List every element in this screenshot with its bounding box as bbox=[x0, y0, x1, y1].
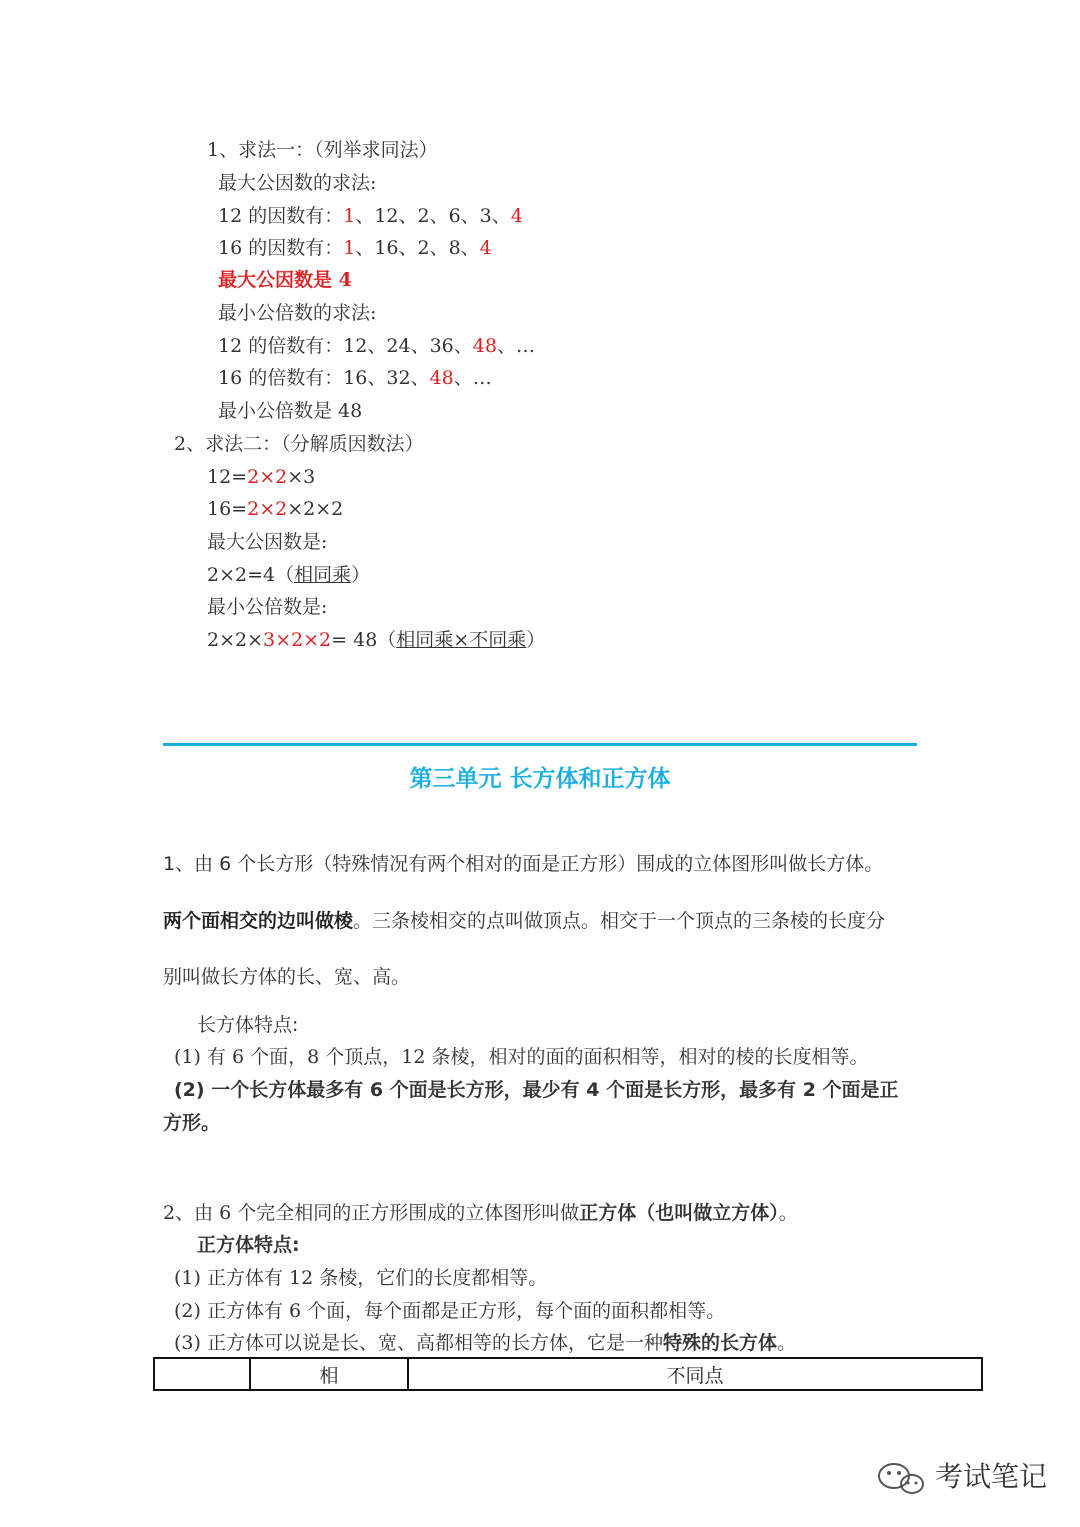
period: 。 bbox=[776, 1332, 796, 1354]
factors-16 bbox=[218, 236, 492, 260]
cuboid-feature-1: (1) 有 6 个面，8 个顶点，12 条棱，相对的面的面积相等，相对的棱的长度相等。 bbox=[174, 1046, 869, 1068]
cube-feature-3 bbox=[174, 1331, 796, 1355]
common-multiple: 48 bbox=[429, 367, 454, 389]
cube-feature-1: (1) 正方体有 12 条棱，它们的长度都相等。 bbox=[174, 1267, 548, 1289]
factorization-12 bbox=[207, 465, 315, 489]
gcd-result: 最大公因数是 4 bbox=[218, 269, 352, 291]
common-multiple: 48 bbox=[472, 335, 497, 357]
other-primes: ×3 bbox=[287, 466, 316, 488]
gcd-calc bbox=[207, 563, 370, 587]
cube-feature-3-text: (3) 正方体可以说是长、宽、高都相等的长方体，它是一种 bbox=[174, 1332, 663, 1354]
gcd-heading: 最大公因数的求法: bbox=[218, 172, 377, 194]
gcd-heading-2: 最大公因数是: bbox=[207, 531, 328, 553]
factors-12-label: 12 的因数有： bbox=[218, 205, 344, 227]
ellipsis: 、… bbox=[496, 335, 535, 357]
factorization-16 bbox=[207, 497, 343, 521]
table-row bbox=[154, 1358, 982, 1390]
common-factor: 4 bbox=[510, 205, 523, 227]
cube-term: 正方体（也叫做立方体） bbox=[579, 1202, 779, 1224]
lcm-note: 相同乘×不同乘 bbox=[396, 629, 527, 651]
gcd-expression: 2×2=4（ bbox=[207, 564, 295, 586]
lcm-heading-2: 最小公倍数是: bbox=[207, 596, 328, 618]
cuboid-feature-2: (2) 一个长方体最多有 6 个面是长方形，最少有 4 个面是长方形，最多有 2 个面是正 bbox=[174, 1079, 899, 1101]
common-factor: 1 bbox=[343, 237, 356, 259]
common-factor: 4 bbox=[479, 237, 492, 259]
multiples-12-list: 12 的倍数有：12、24、36、 bbox=[218, 335, 473, 357]
common-primes: 2×2 bbox=[247, 498, 288, 520]
method2-title: 2、求法二：（分解质因数法） bbox=[174, 433, 424, 455]
factors-12-list: 、12、2、6、3、 bbox=[355, 205, 511, 227]
other-primes: ×2×2 bbox=[287, 498, 344, 520]
edge-definition: 两个面相交的边叫做棱 bbox=[163, 910, 354, 932]
common-factor: 1 bbox=[343, 205, 356, 227]
gcd-note: 相同乘 bbox=[294, 564, 352, 586]
cuboid-feature-2-cont: 方形。 bbox=[163, 1112, 221, 1134]
multiples-16 bbox=[218, 366, 492, 390]
lcm-calc bbox=[207, 628, 545, 652]
lcm-expression-common: 2×2× bbox=[207, 629, 264, 651]
watermark-text: 考试笔记 bbox=[935, 1460, 1048, 1493]
cuboid-features-heading: 长方体特点: bbox=[197, 1014, 299, 1036]
lcm-expression-result: = 48（ bbox=[331, 629, 397, 651]
lcm-result: 最小公倍数是 48 bbox=[218, 400, 363, 422]
factors-16-list: 、16、2、8、 bbox=[355, 237, 480, 259]
common-primes: 2×2 bbox=[247, 466, 288, 488]
table-cell-different: 不同点 bbox=[408, 1358, 982, 1390]
multiples-16-list: 16 的倍数有：16、32、 bbox=[218, 367, 430, 389]
cuboid-definition: 1、由 6 个长方形（特殊情况有两个相对的面是正方形）围成的立体图形叫做长方体。 bbox=[163, 853, 884, 875]
ellipsis: 、… bbox=[453, 367, 492, 389]
period: 。 bbox=[778, 1202, 798, 1224]
section-divider bbox=[163, 743, 917, 746]
cube-definition-text: 2、由 6 个完全相同的正方形围成的立体图形叫做 bbox=[163, 1202, 580, 1224]
factors-12 bbox=[218, 204, 523, 228]
table-cell-blank bbox=[154, 1358, 250, 1390]
vertex-definition: 。三条棱相交的点叫做顶点。相交于一个顶点的三条棱的长度分 bbox=[353, 910, 886, 932]
paren-close: ） bbox=[526, 629, 546, 651]
cube-definition bbox=[163, 1201, 798, 1225]
table-cell-same: 相 bbox=[250, 1358, 408, 1390]
unit-title: 第三单元 长方体和正方体 bbox=[409, 766, 671, 792]
factors-16-label: 16 的因数有： bbox=[218, 237, 344, 259]
factorization-12-lhs: 12= bbox=[207, 466, 248, 488]
lcm-heading: 最小公倍数的求法: bbox=[218, 302, 377, 324]
lcm-expression-distinct: 3×2×2 bbox=[263, 629, 332, 651]
paren-close: ） bbox=[351, 564, 371, 586]
method1-title: 1、求法一：（列举求同法） bbox=[207, 139, 438, 161]
factorization-16-lhs: 16= bbox=[207, 498, 248, 520]
cuboid-edges bbox=[163, 909, 885, 933]
cuboid-dimensions: 别叫做长方体的长、宽、高。 bbox=[163, 966, 411, 988]
cube-feature-2: (2) 正方体有 6 个面，每个面都是正方形，每个面的面积都相等。 bbox=[174, 1300, 726, 1322]
multiples-12 bbox=[218, 334, 535, 358]
comparison-table bbox=[153, 1357, 983, 1391]
cube-features-heading: 正方体特点: bbox=[197, 1234, 300, 1256]
special-cuboid-term: 特殊的长方体 bbox=[662, 1332, 777, 1354]
